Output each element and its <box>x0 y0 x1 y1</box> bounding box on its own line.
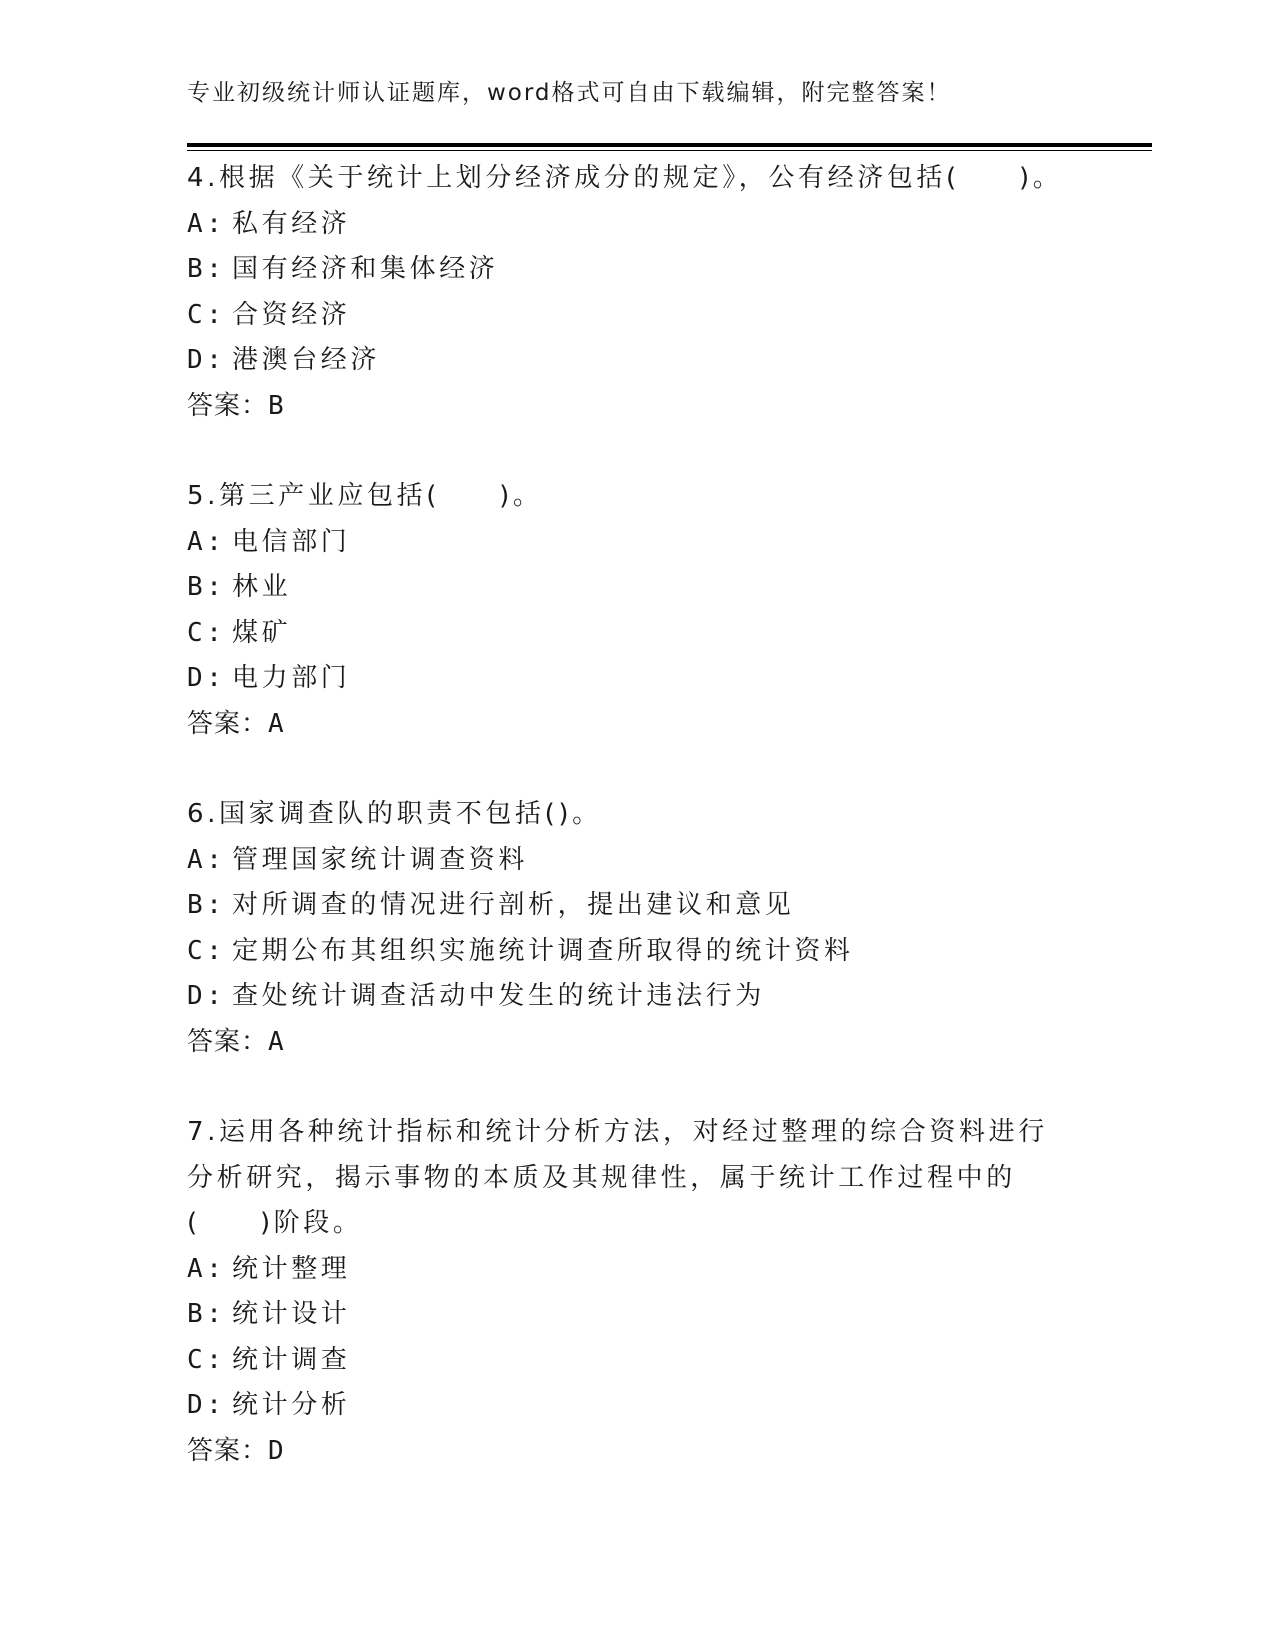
option-text: 统计设计 <box>232 1299 351 1329</box>
option-text: 合资经济 <box>232 299 351 330</box>
option-text: 电信部门 <box>232 526 351 557</box>
option-letter: D: <box>187 981 226 1011</box>
option-letter: C: <box>187 299 226 330</box>
option-letter: A: <box>187 208 226 239</box>
answer-label: 答案： <box>187 708 269 739</box>
question-6 <box>187 792 1067 1065</box>
option-a <box>187 838 1067 884</box>
answer-label: 答案： <box>187 390 269 421</box>
answer-line <box>187 384 1067 430</box>
question-list <box>187 156 1067 1519</box>
header-divider-thin <box>187 150 1152 151</box>
option-letter: B: <box>187 890 226 920</box>
option-b <box>187 565 1067 611</box>
option-b <box>187 883 1067 929</box>
option-b <box>187 1292 1067 1338</box>
option-letter: D: <box>187 663 226 693</box>
option-letter: B: <box>187 254 226 284</box>
answer-label: 答案： <box>187 1026 269 1057</box>
option-letter: A: <box>187 844 226 875</box>
option-text: 私有经济 <box>232 208 351 239</box>
option-letter: D: <box>187 345 226 375</box>
question-5 <box>187 474 1067 747</box>
answer-line <box>187 1429 1067 1475</box>
option-a <box>187 202 1067 248</box>
option-letter: C: <box>187 935 226 966</box>
question-stem: 6.国家调查队的职责不包括()。 <box>187 799 602 829</box>
option-c <box>187 929 1067 975</box>
option-d <box>187 656 1067 702</box>
answer-label: 答案： <box>187 1435 269 1466</box>
option-text: 管理国家统计调查资料 <box>232 844 529 875</box>
question-stem: 5.第三产业应包括( )。 <box>187 481 543 511</box>
option-letter: B: <box>187 1299 226 1329</box>
option-letter: D: <box>187 1390 226 1420</box>
option-text: 统计调查 <box>232 1344 351 1375</box>
question-4 <box>187 156 1067 429</box>
option-text: 电力部门 <box>232 663 351 693</box>
question-stem: 7.运用各种统计指标和统计分析方法，对经过整理的综合资料进行分析研究，揭示事物的本质及其规律性，属于统计工作过程中的( )阶段。 <box>187 1117 1048 1238</box>
option-c <box>187 1338 1067 1384</box>
option-text: 定期公布其组织实施统计调查所取得的统计资料 <box>232 935 854 966</box>
question-7 <box>187 1110 1067 1474</box>
answer-value: A <box>268 708 285 739</box>
option-c <box>187 611 1067 657</box>
answer-line <box>187 1020 1067 1066</box>
answer-value: A <box>268 1026 285 1057</box>
answer-value: D <box>268 1435 285 1466</box>
option-text: 统计分析 <box>232 1390 351 1420</box>
option-letter: B: <box>187 572 226 602</box>
option-a <box>187 520 1067 566</box>
option-a <box>187 1247 1067 1293</box>
header-divider-thick <box>187 143 1152 147</box>
answer-line <box>187 702 1067 748</box>
answer-value: B <box>268 390 285 421</box>
option-letter: A: <box>187 1253 226 1284</box>
option-letter: A: <box>187 526 226 557</box>
option-text: 林业 <box>232 572 292 602</box>
option-d <box>187 974 1067 1020</box>
page-header: 专业初级统计师认证题库，word格式可自由下载编辑，附完整答案！ <box>187 80 952 106</box>
option-c <box>187 293 1067 339</box>
question-stem: 4.根据《关于统计上划分经济成分的规定》，公有经济包括( )。 <box>187 163 1063 193</box>
option-text: 港澳台经济 <box>232 345 381 375</box>
option-letter: C: <box>187 1344 226 1375</box>
option-text: 国有经济和集体经济 <box>232 254 499 284</box>
option-letter: C: <box>187 617 226 648</box>
option-d <box>187 1383 1067 1429</box>
option-text: 统计整理 <box>232 1253 351 1284</box>
option-d <box>187 338 1067 384</box>
option-text: 查处统计调查活动中发生的统计违法行为 <box>232 981 765 1011</box>
option-b <box>187 247 1067 293</box>
option-text: 对所调查的情况进行剖析，提出建议和意见 <box>232 890 795 920</box>
option-text: 煤矿 <box>232 617 292 648</box>
